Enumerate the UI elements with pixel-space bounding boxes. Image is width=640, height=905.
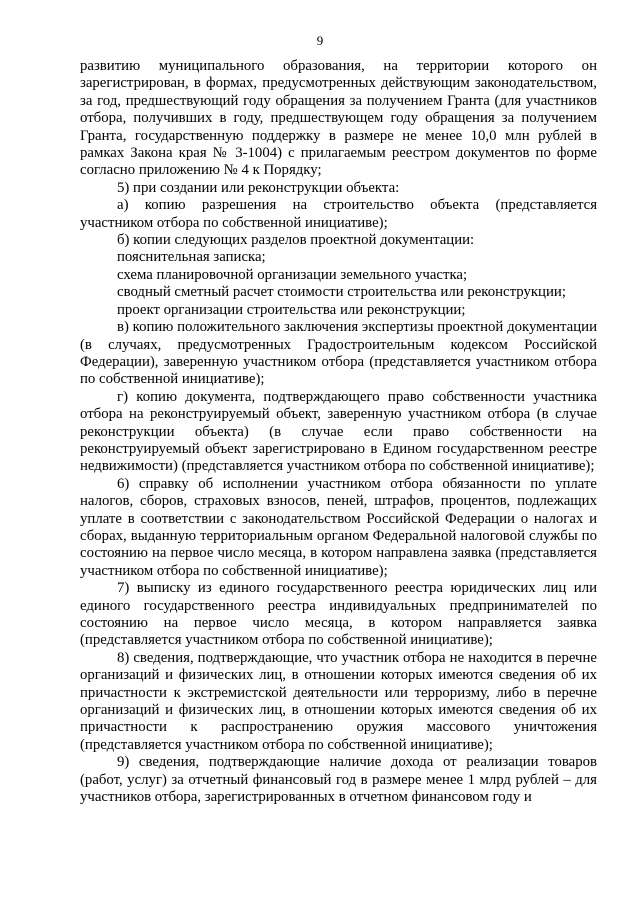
paragraph: 6) справку об исполнении участником отбора обязанности по уплате налогов, сборов, страховых взносов, пеней, штрафов, процентов, подлежащих уплате в соответствии с законодательством Российской Федерации о налогах и сборах, выданную территориальным органом Федеральной налоговой службы по состоянию на первое число месяца, в котором направлена заявка (представляется участником отбора по собственной инициативе); [80, 475, 597, 579]
paragraph: проект организации строительства или реконструкции; [117, 301, 466, 318]
paragraph: 8) сведения, подтверждающие, что участник отбора не находится в перечне организаций и физических лиц, в отношении которых имеются сведения об их причастности к экстремистской деятельности или терроризму, либо в перечне организаций и физических лиц, в отношении которых имеются сведения об их причастности к распространению оружия массового уничтожения (представляется участником отбора по собственной инициативе); [80, 649, 597, 753]
paragraph: в) копию положительного заключения экспертизы проектной документации (в случаях, предусмотренных Градостроительным кодексом Российской Федерации), заверенную участником отбора (представляется участником отбора по собственной инициативе); [80, 319, 597, 388]
paragraph: сводный сметный расчет стоимости строительства или реконструкции; [117, 284, 566, 301]
paragraph: схема планировочной организации земельного участка; [117, 266, 468, 283]
paragraph: 9) сведения, подтверждающие наличие дохода от реализации товаров (работ, услуг) за отчетный финансовый год в размере менее 1 млрд рублей – для участников отбора, зарегистрированных в отчетном финансовом году и [80, 754, 597, 806]
page-number: 9 [316, 33, 324, 48]
paragraph: г) копию документа, подтверждающего право собственности участника отбора на реконструируемый объект, заверенную участником отбора (в случае реконструкции объекта) (в случае если право собственности на реконструируемый объект зарегистрировано в Едином государственном реестре недвижимости) (представляется участником отбора по собственной инициативе); [80, 388, 597, 475]
paragraph: 7) выписку из единого государственного реестра юридических лиц или единого государственного реестра индивидуальных предпринимателей по состоянию на первое число месяца, в котором направляется заявка (представляется участником отбора по собственной инициативе); [80, 580, 597, 649]
paragraph: а) копию разрешения на строительство объекта (представляется участником отбора по собственной инициативе); [80, 197, 597, 231]
paragraph: пояснительная записка; [117, 249, 266, 266]
document-body [80, 58, 597, 806]
paragraph: 5) при создании или реконструкции объекта: [117, 179, 400, 196]
paragraph: б) копии следующих разделов проектной документации: [117, 232, 475, 249]
paragraph: развитию муниципального образования, на территории которого он зарегистрирован, в формах, предусмотренных действующим законодательством, за год, предшествующий году обращения за получением Гранта (для участников отбора, получивших в году, предшествующем году обращения за получением Гранта, государственную поддержку в размере не менее 10,0 млн рублей в рамках Закона края № 3-1004) с прилагаемым реестром документов по форме согласно приложению № 4 к Порядку; [80, 58, 597, 179]
